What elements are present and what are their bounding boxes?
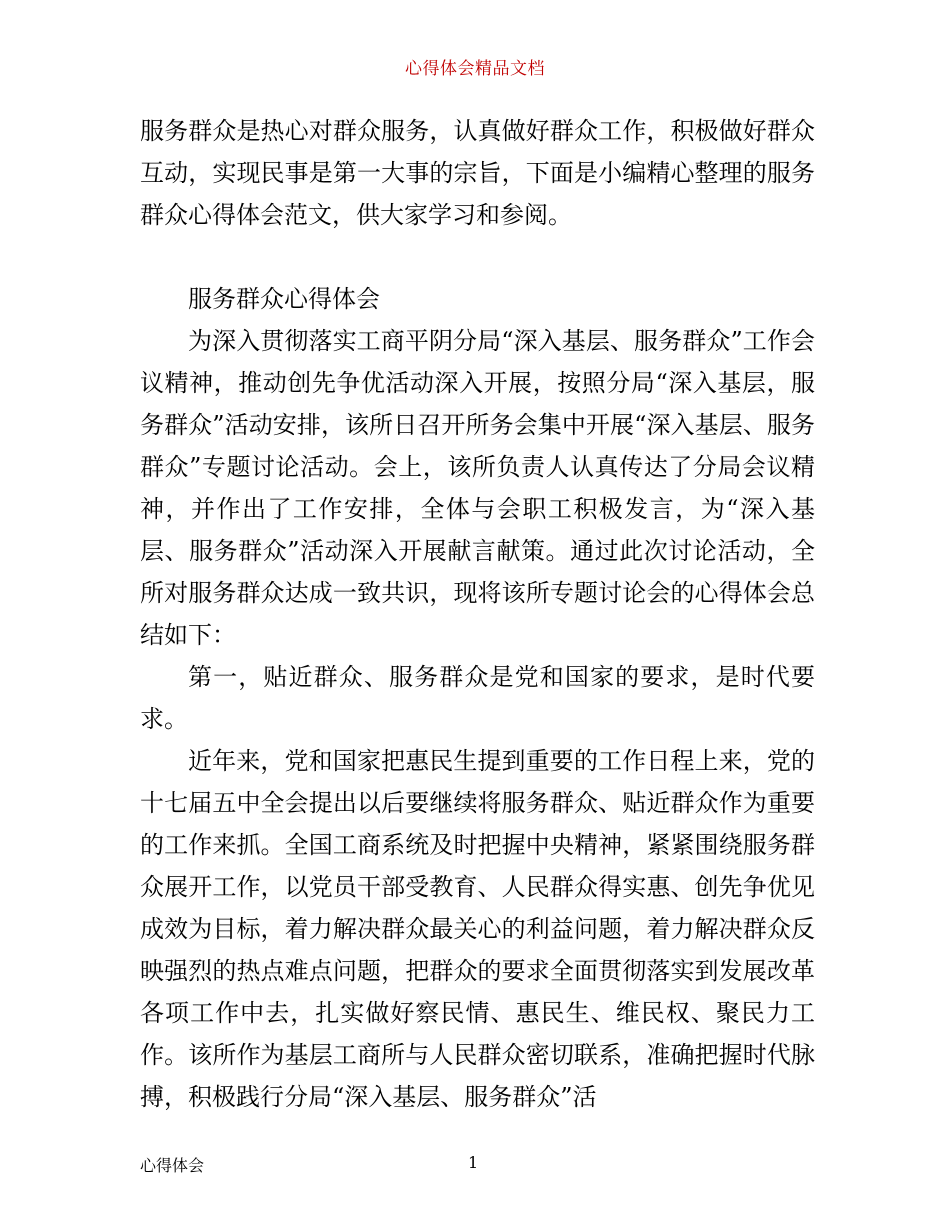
body-paragraph-2: 第一，贴近群众、服务群众是党和国家的要求，是时代要求。 bbox=[140, 663, 815, 733]
section-title: 服务群众心得体会 bbox=[188, 285, 380, 313]
header-title: 心得体会精品文档 bbox=[405, 59, 545, 79]
body-paragraph-3: 近年来，党和国家把惠民生提到重要的工作日程上来，党的十七届五中全会提出以后要继续将服务群众、贴近群众作为重要的工作来抓。全国工商系统及时把握中央精神，紧紧围绕服务群众展开工作，以党员干部受教育、人民群众得实惠、创先争优见成效为目标，着力解决群众最关心的利益问题，着力解决群众反映强烈的热点难点问题，把群众的要求全面贯彻落实到发展改革各项工作中去，扎实做好察民情、惠民生、维民权、聚民力工作。该所作为基层工商所与人民群众密切联系，准确把握时代脉搏，积极践行分局“深入基层、服务群众”活 bbox=[140, 747, 815, 1111]
intro-paragraph: 服务群众是热心对群众服务，认真做好群众工作，积极做好群众互动，实现民事是第一大事的宗旨，下面是小编精心整理的服务群众心得体会范文，供大家学习和参阅。 bbox=[140, 117, 815, 229]
paragraph-spacer bbox=[140, 236, 815, 278]
page-number: 1 bbox=[468, 1153, 479, 1172]
document-body bbox=[140, 110, 815, 1118]
body-paragraph-1: 为深入贯彻落实工商平阴分局“深入基层、服务群众”工作会议精神，推动创先争优活动深入开展，按照分局“深入基层，服务群众”活动安排，该所日召开所务会集中开展“深入基层、服务群众”专题讨论活动。会上，该所负责人认真传达了分局会议精神，并作出了工作安排，全体与会职工积极发言，为“深入基层、服务群众”活动深入开展献言献策。通过此次讨论活动，全所对服务群众达成一致共识，现将该所专题讨论会的心得体会总结如下： bbox=[140, 327, 815, 649]
footer-label: 心得体会 bbox=[140, 1156, 205, 1175]
